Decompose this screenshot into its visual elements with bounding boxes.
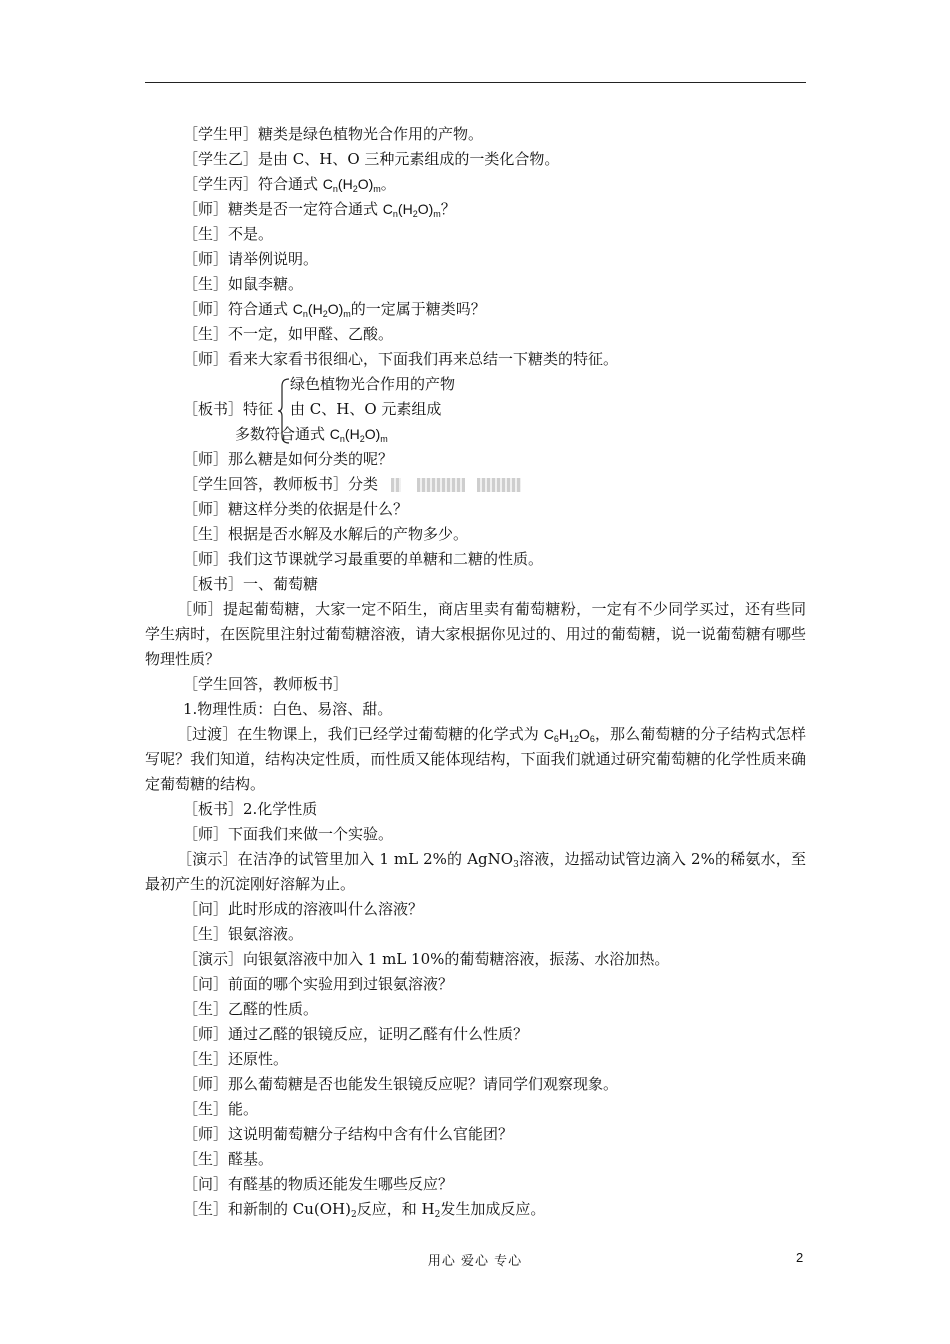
feature-item: 绿色植物光合作用的产物 <box>290 375 456 393</box>
text-line: ［生］乙醛的性质。 <box>183 1000 319 1018</box>
classification-diagram-image <box>389 474 529 496</box>
feature-item: 由 C、H、O 元素组成 <box>290 400 442 418</box>
text-line: ［师］糖类是否一定符合通式 $C_n(H_2O)_m$？ <box>183 200 456 219</box>
text-line: ［师］那么葡萄糖是否也能发生银镜反应呢？请同学们观察现象。 <box>183 1075 619 1093</box>
text-line: ［学生丙］符合通式 $C_n(H_2O)_m$。 <box>183 175 396 194</box>
text-line: ［板书］2.化学性质 <box>183 800 318 818</box>
paragraph: ［演示］在洁净的试管里加入 1 mL 2%的 AgNO$_3$溶液，边摇动试管边滴入 2%的稀氨水，至最初产生的沉淀刚好溶解为止。 <box>145 850 806 893</box>
text-line: ［学生乙］是由 C、H、O 三种元素组成的一类化合物。 <box>183 150 560 168</box>
text-line: ［生］银氨溶液。 <box>183 925 304 943</box>
document-body <box>145 122 806 1222</box>
text-line: ［问］此时形成的溶液叫什么溶液？ <box>183 900 424 918</box>
text-line: ［生］能。 <box>183 1100 259 1118</box>
text-line: ［师］糖这样分类的依据是什么？ <box>183 500 409 518</box>
text-line: ［演示］向银氨溶液中加入 1 mL 10%的葡萄糖溶液，振荡、水浴加热。 <box>183 950 670 968</box>
text-line: ［生］根据是否水解及水解后的产物多少。 <box>183 525 469 543</box>
board-features <box>145 372 806 447</box>
header-rule <box>145 82 806 83</box>
text-line: ［板书］一、葡萄糖 <box>183 575 319 593</box>
text-line: ［生］如鼠李糖。 <box>183 275 304 293</box>
text-line: ［师］通过乙醛的银镜反应，证明乙醛有什么性质？ <box>183 1025 529 1043</box>
text-line: ［生］还原性。 <box>183 1050 289 1068</box>
text-line: ［问］前面的哪个实验用到过银氨溶液？ <box>183 975 454 993</box>
text-line: ［学生回答，教师板书］ <box>183 675 349 693</box>
text-line: ［学生回答，教师板书］分类 <box>145 472 806 497</box>
footer-motto: 用心 爱心 专心 <box>427 1254 523 1269</box>
text-line: ［师］这说明葡萄糖分子结构中含有什么官能团？ <box>183 1125 514 1143</box>
text-line: ［生］和新制的 $Cu(OH)_2$反应，和 $H_2$发生加成反应。 <box>183 1200 546 1220</box>
board-label: ［板书］特征 <box>183 400 274 418</box>
text-line: ［师］我们这节课就学习最重要的单糖和二糖的性质。 <box>183 550 544 568</box>
text-line: ［生］不是。 <box>183 225 274 243</box>
paragraph: ［师］提起葡萄糖，大家一定不陌生，商店里卖有葡萄糖粉，一定有不少同学买过，还有些同学生病时，在医院里注射过葡萄糖溶液，请大家根据你见过的、用过的葡萄糖，说一说葡萄糖有哪些物理性质？ <box>145 600 806 668</box>
feature-item: 多数符合通式 $C_n(H_2O)_m$ <box>235 425 388 444</box>
text-line: ［师］下面我们来做一个实验。 <box>183 825 394 843</box>
text-line: ［学生甲］糖类是绿色植物光合作用的产物。 <box>183 125 484 143</box>
page-number: 2 <box>796 1250 804 1265</box>
text-line: ［生］醛基。 <box>183 1150 274 1168</box>
text-line: ［师］看来大家看书很细心，下面我们再来总结一下糖类的特征。 <box>183 350 619 368</box>
text-line: ［师］符合通式 $C_n(H_2O)_m$的一定属于糖类吗？ <box>183 300 486 319</box>
text-line: ［问］有醛基的物质还能发生哪些反应？ <box>183 1175 454 1193</box>
text-line: ［师］请举例说明。 <box>183 250 319 268</box>
text-line: ［生］不一定，如甲醛、乙酸。 <box>183 325 394 343</box>
paragraph: ［过渡］在生物课上，我们已经学过葡萄糖的化学式为 $C_6H_{12}O_6$，那么葡萄糖的分子结构式怎样写呢？我们知道，结构决定性质，而性质又能体现结构，下面我们就通过研究葡萄糖的化学性质来确定葡萄糖的结构。 <box>145 725 806 793</box>
text-line: 1.物理性质：白色、易溶、甜。 <box>183 700 393 718</box>
text-line: ［师］那么糖是如何分类的呢？ <box>183 450 394 468</box>
